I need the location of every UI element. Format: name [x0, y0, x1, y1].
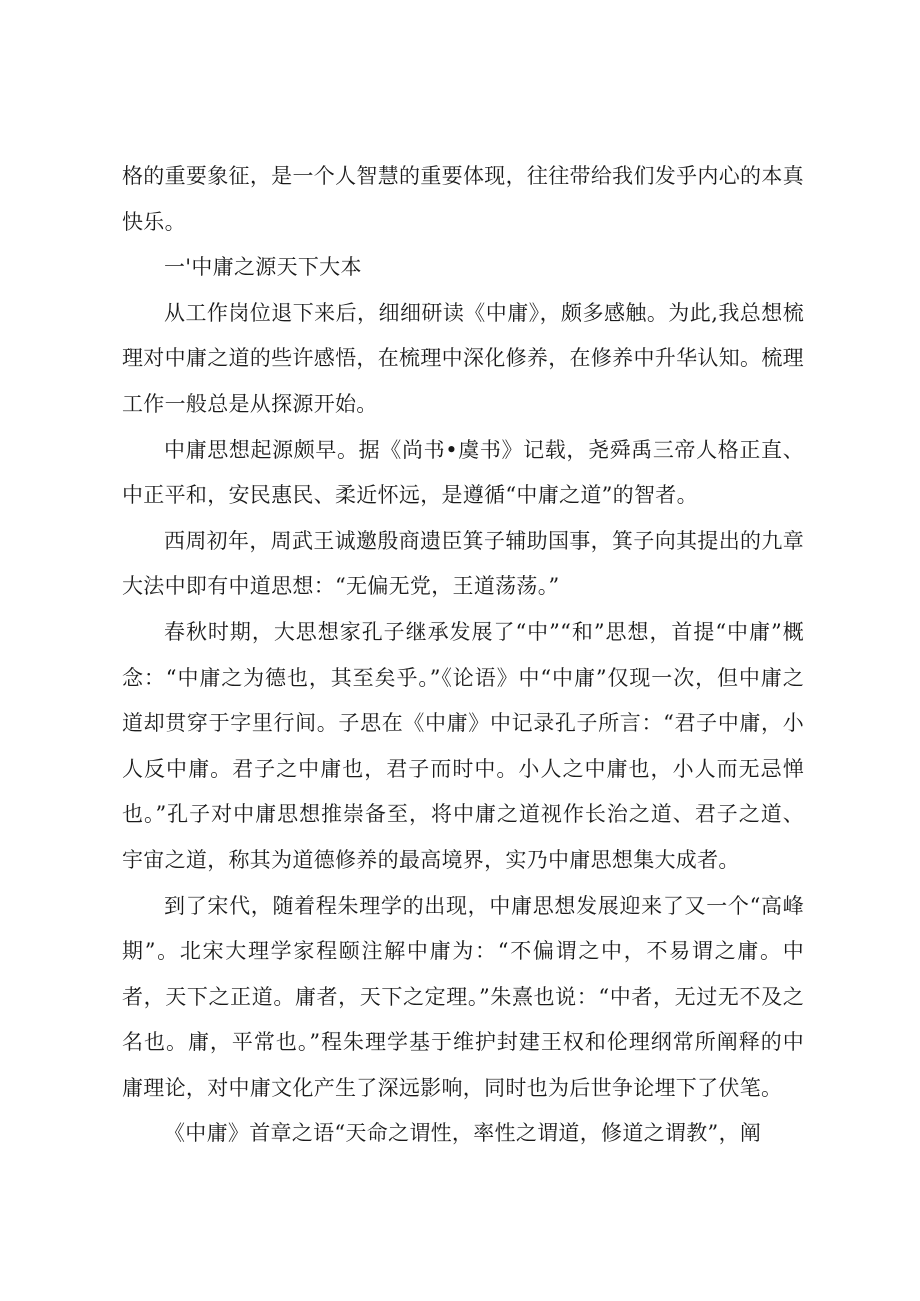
paragraph-western-zhou: 西周初年，周武王诚邀殷商遗臣箕子辅助国事，箕子向其提出的九章大法中即有中道思想：“无偏无党，王道荡荡。” [122, 528, 804, 599]
paragraph-origin: 中庸思想起源颇早。据《尚书•虞书》记载，尧舜禹三帝人格正直、中正平和，安民惠民、柔近怀远，是遵循“中庸之道”的智者。 [122, 437, 804, 508]
paragraph-song-dynasty: 到了宋代，随着程朱理学的出现，中庸思想发展迎来了又一个“高峰期”。北宋大理学家程颐注解中庸为：“不偏谓之中，不易谓之庸。中者，天下之正道。庸者，天下之定理。”朱熹也说：“中者，无过无不及之名也。庸，平常也。”程朱理学基于维护封建王权和伦理纲常所阐释的中庸理论，对中庸文化产生了深远影响，同时也为后世争论埋下了伏笔。 [122, 893, 804, 1100]
paragraph-continuation: 格的重要象征，是一个人智慧的重要体现，往往带给我们发乎内心的本真快乐。 [122, 164, 804, 234]
paragraph-first-chapter: 《中庸》首章之语“天命之谓性，率性之谓道，修道之谓教”，阐 [164, 1121, 762, 1146]
paragraph-retirement: 从工作岗位退下来后，细细研读《中庸》，颇多感触。为此,我总想梳理对中庸之道的些许感悟，在梳理中深化修养，在修养中升华认知。梳理工作一般总是从探源开始。 [122, 300, 804, 416]
paragraph-confucius: 春秋时期，大思想家孔子继承发展了“中”“和”思想，首提“中庸”概念：“中庸之为德也，其至矣乎。”《论语》中“中庸”仅现一次，但中庸之道却贯穿于字里行间。子思在《中庸》中记录孔子所言：“君子中庸，小人反中庸。君子之中庸也，君子而时中。小人之中庸也，小人而无忌惮也。”孔子对中庸思想推崇备至，将中庸之道视作长治之道、君子之道、宇宙之道，称其为道德修养的最高境界，实乃中庸思想集大成者。 [122, 619, 804, 872]
document-body [122, 154, 804, 1157]
section-heading: 一'中庸之源天下大本 [164, 255, 362, 280]
